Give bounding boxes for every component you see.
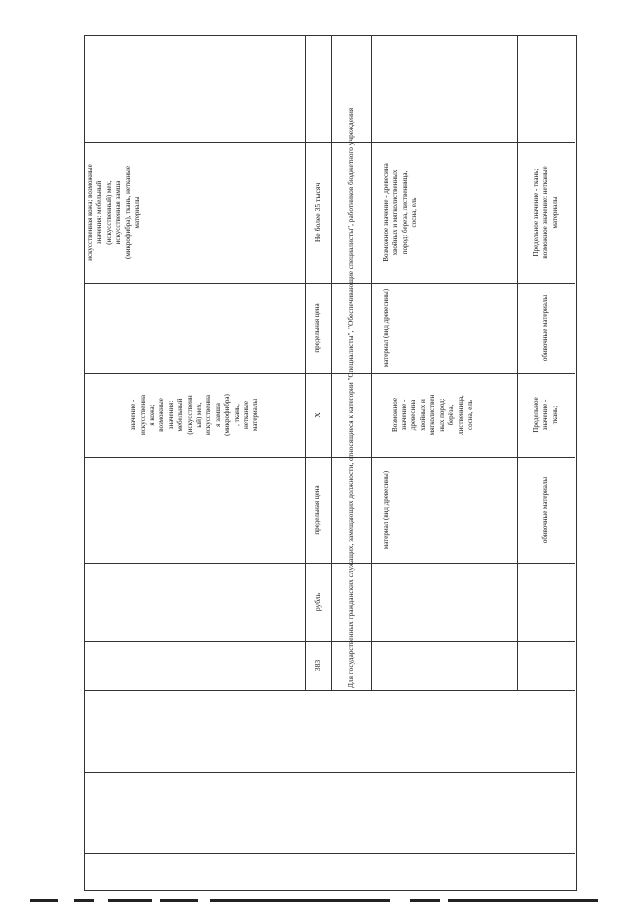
row-price-value: Не более 35 тысяч	[313, 182, 322, 243]
upholstery-value-right: Предельное значение - ткань; возможное значение: нетканые материалы	[531, 166, 559, 259]
scan-mark-7	[448, 899, 598, 902]
upholstery-value-mid: Предельное значение - ткань;	[531, 397, 559, 433]
row-mark-x: Х	[313, 412, 322, 418]
section-header: Для государственных гражданских служащих, замещающих должности, относящиеся к категории "Специалисты", "Обеспечивающие специалисты", работников бюджетного учреждения	[346, 107, 356, 688]
scan-mark-3	[108, 899, 152, 902]
top-block-values-right: искусственная кожа; возможные значения: мебельный (искусственный) мех, искусственная замша (микрофибра), ткань, нетканые материалы	[86, 164, 142, 261]
row-price-label-right: предельная цена	[313, 303, 322, 353]
top-block-material-mid: значение - искусственна я кожа; возможные значения: мебельный (искусственн ый) мех, искусственна я замша (микрофибра) , ткань, нетканые материалы	[129, 394, 260, 436]
upholstery-label-left: обивочные материалы	[541, 476, 550, 544]
scan-mark-2	[74, 899, 94, 902]
row-price-label-left: предельная цена	[313, 485, 322, 535]
rule-7	[84, 690, 575, 691]
scan-mark-5	[210, 899, 390, 902]
row-unit: рубль	[313, 592, 322, 612]
row-rule-section-b	[371, 35, 372, 690]
wood-value-right: Возможное значение - древесина хвойных и мягколиственных пород: береза, лиственница, сосна, ель	[382, 163, 419, 262]
scan-mark-4	[160, 899, 198, 902]
scan-mark-6	[410, 899, 440, 902]
row-number: 383	[313, 659, 322, 672]
upholstery-label-right: обивочные материалы	[541, 294, 550, 362]
scan-mark-1	[30, 899, 58, 902]
wood-label-left: материал (вид древесины)	[382, 470, 390, 550]
wood-value-mid: Возможное значение - древесина хвойных и мягколиствен ных пород: берёза, лиственница, сосна, ель	[390, 394, 474, 436]
wood-label-right: материал (вид древесины)	[382, 288, 390, 368]
rule-9	[84, 853, 575, 854]
rule-8	[84, 772, 575, 773]
